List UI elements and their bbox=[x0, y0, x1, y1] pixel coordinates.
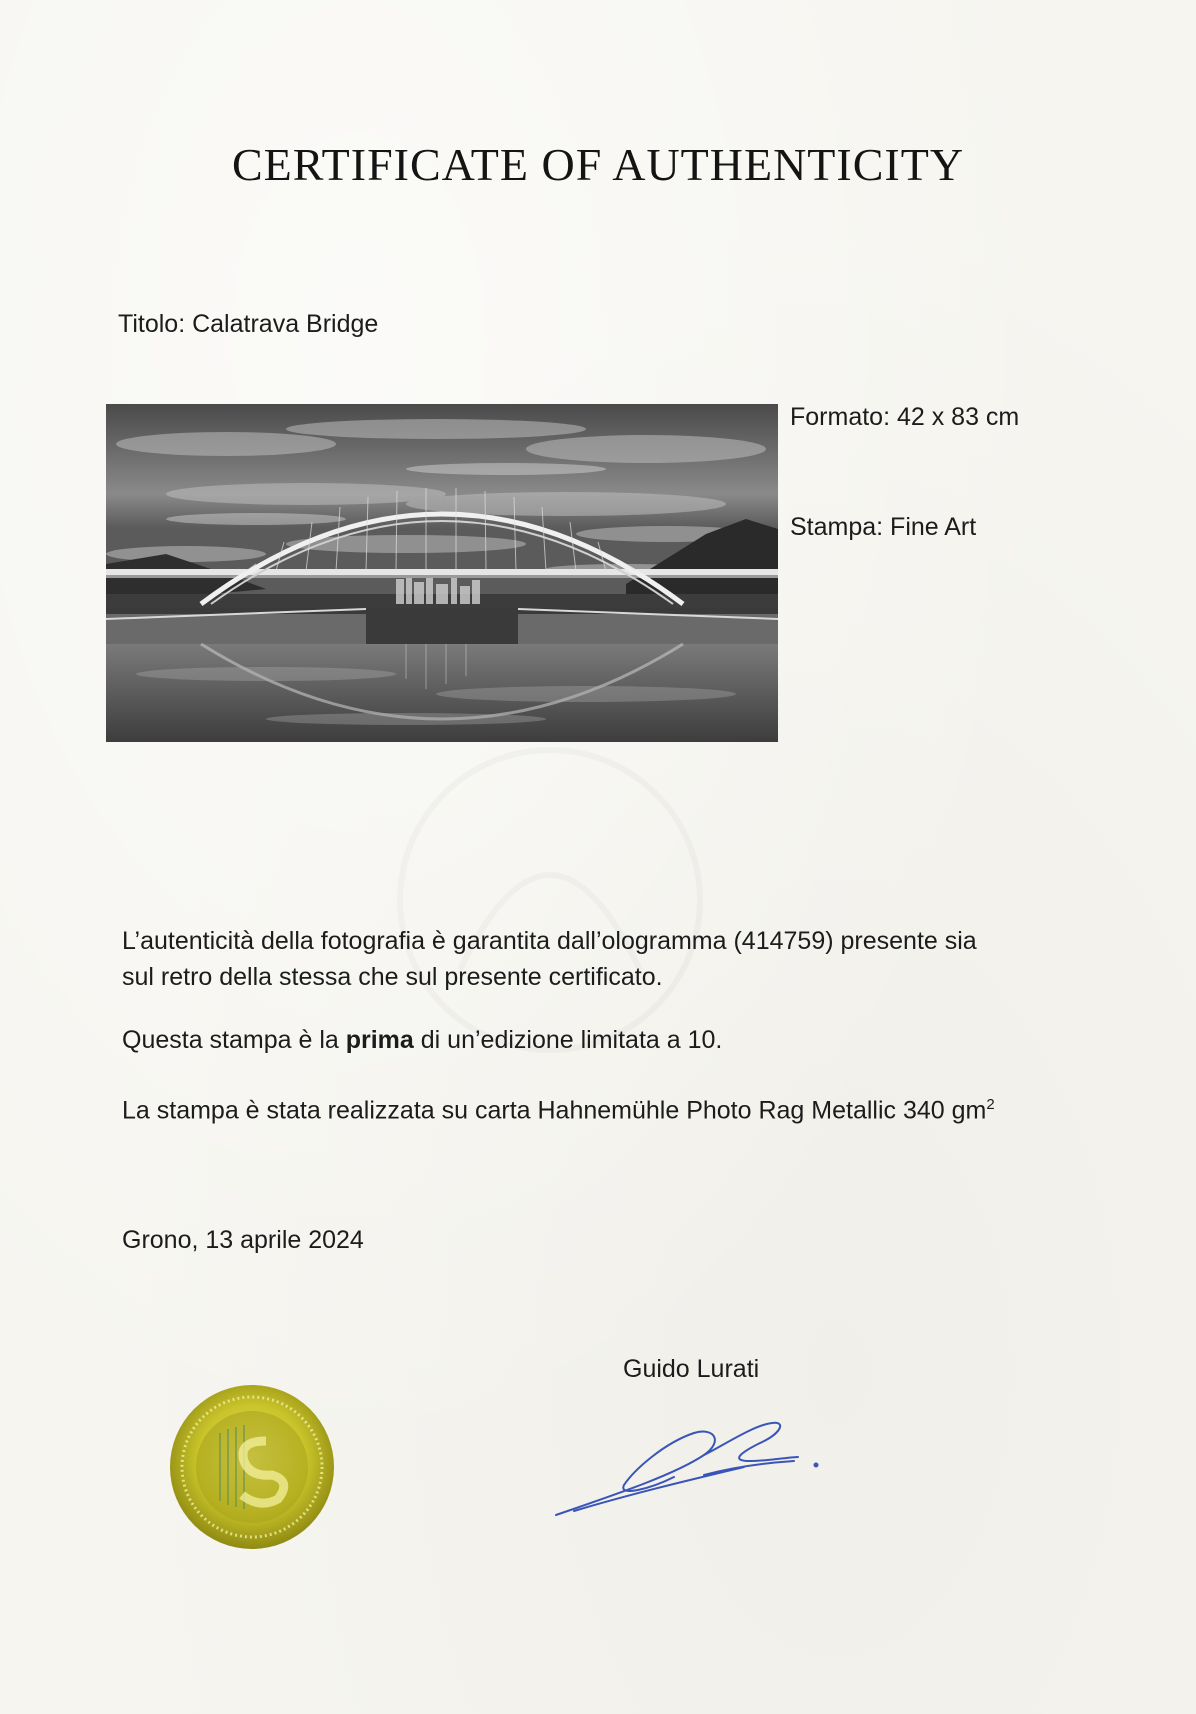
edition-text-end: di un’edizione limitata a 10. bbox=[413, 1026, 723, 1054]
paper-unit-superscript: 2 bbox=[986, 1096, 995, 1113]
place-date: Grono, 13 aprile 2024 bbox=[122, 1226, 364, 1254]
paper-text: La stampa è stata realizzata su carta Hahnemühle Photo Rag Metallic 340 gm bbox=[122, 1096, 987, 1125]
format-line: Formato: 42 x 83 cm bbox=[790, 403, 1020, 431]
edition-paragraph bbox=[122, 1022, 722, 1058]
title-line: Titolo: Calatrava Bridge bbox=[118, 310, 379, 338]
authenticity-line-2: sul retro della stessa che sul presente certificato. bbox=[122, 963, 663, 991]
authenticity-paragraph bbox=[122, 923, 977, 995]
edition-ordinal: prima bbox=[345, 1026, 414, 1054]
signature-graphic bbox=[554, 1415, 830, 1525]
edition-text-start: Questa stampa è la bbox=[122, 1026, 346, 1054]
hologram-seal-icon bbox=[168, 1383, 336, 1551]
paper-paragraph bbox=[122, 1087, 995, 1128]
print-line: Stampa: Fine Art bbox=[790, 513, 977, 541]
certificate-heading: CERTIFICATE OF AUTHENTICITY bbox=[231, 139, 965, 190]
signer-name: Guido Lurati bbox=[623, 1355, 760, 1383]
artwork-photo bbox=[106, 404, 778, 742]
authenticity-line-1: L’autenticità della fotografia è garantita dall’ologramma (414759) presente sia bbox=[122, 927, 977, 955]
